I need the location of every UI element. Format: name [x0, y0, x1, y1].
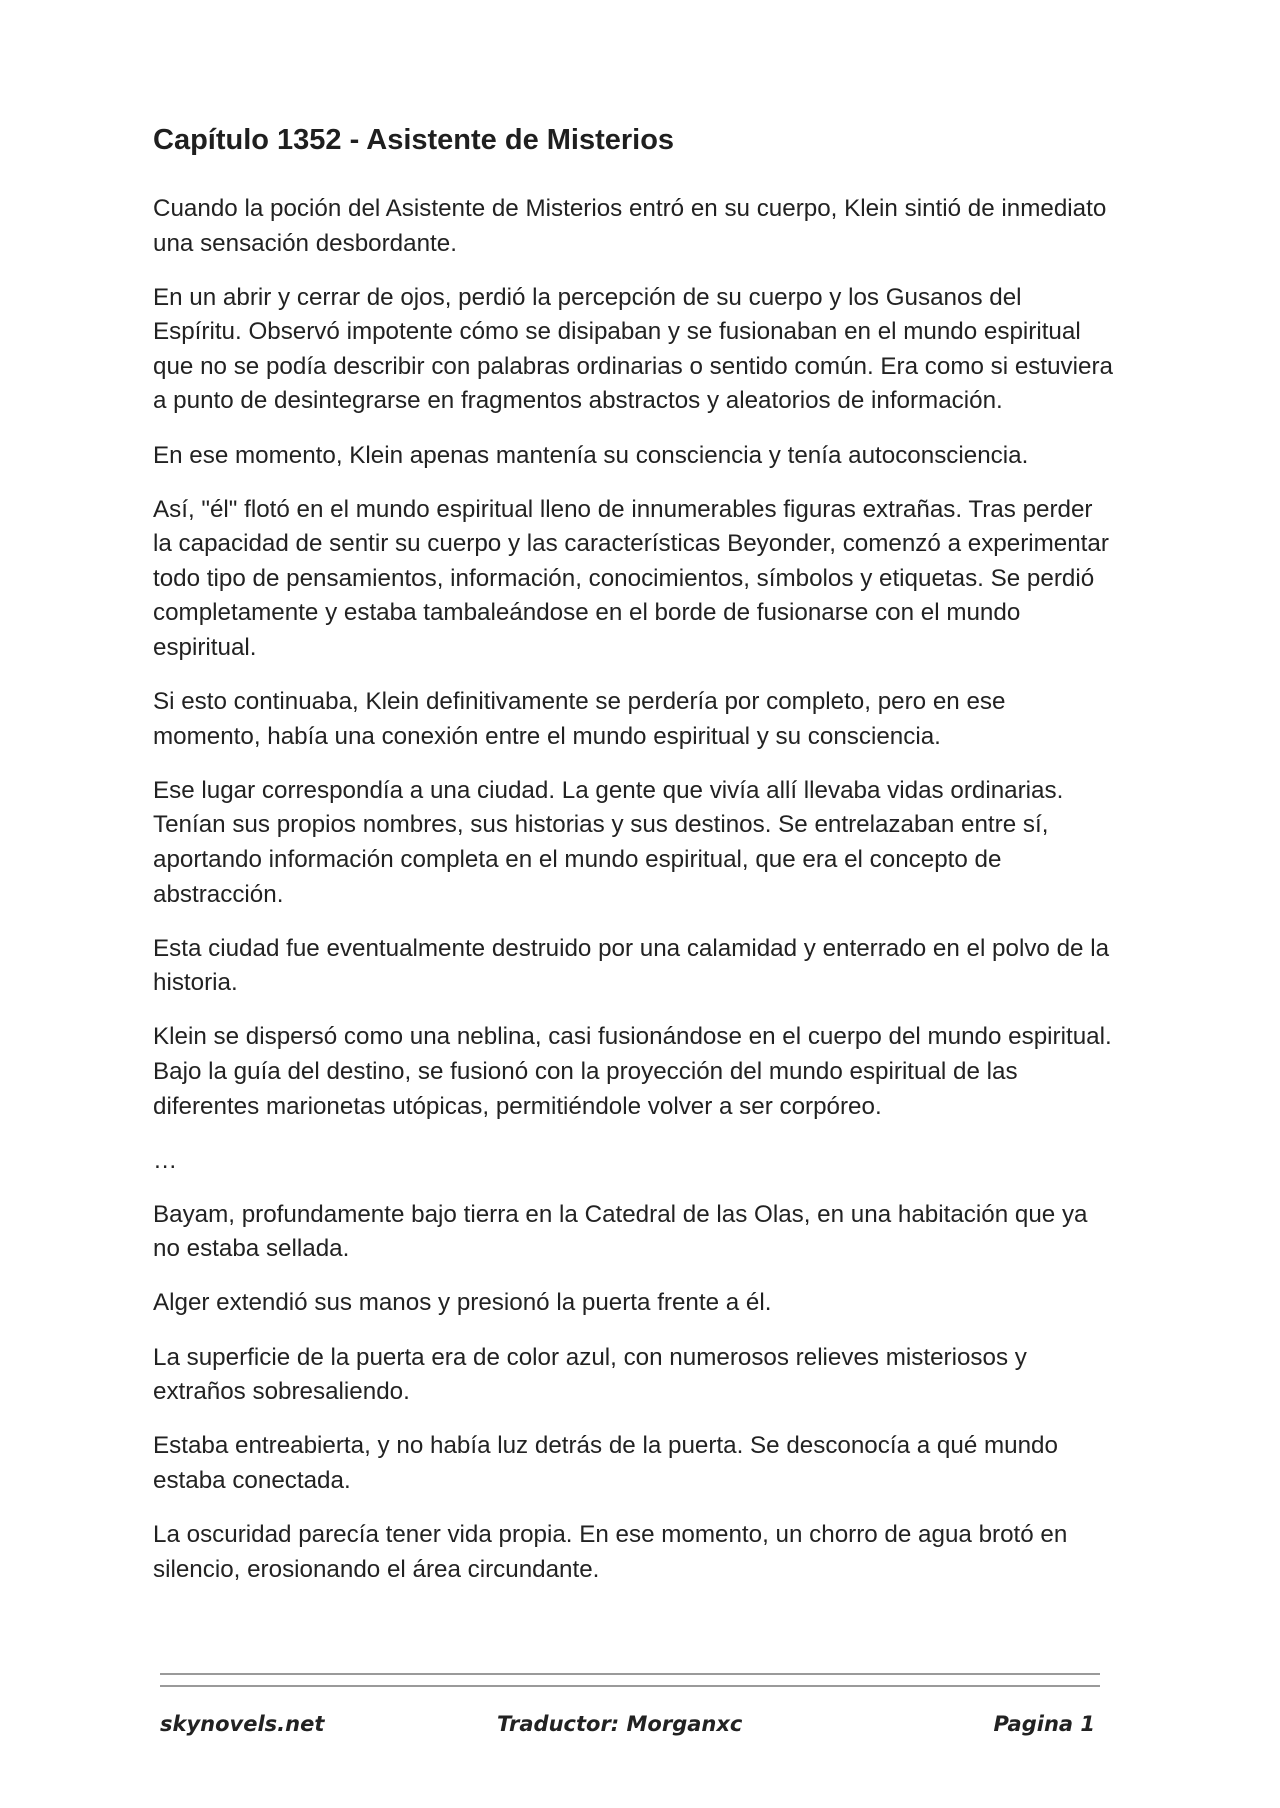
- footer-divider-bottom: [160, 1685, 1100, 1687]
- paragraph: Así, "él" flotó en el mundo espiritual lleno de innumerables figuras extrañas. Tras perder la capacidad de sentir su cuerpo y las características Beyonder, comenzó a experimentar todo tipo de pensamientos, información, conocimientos, símbolos y etiquetas. Se perdió completamente y estaba tambaleándose en el borde de fusionarse con el mundo espiritual.: [153, 495, 1109, 662]
- paragraph: Ese lugar correspondía a una ciudad. La gente que vivía allí llevaba vidas ordinarias. Tenían sus propios nombres, sus historias y sus destinos. Se entrelazaban entre sí, aportando información completa en el mundo espiritual, que era el concepto de abstracción.: [153, 776, 1064, 908]
- paragraph: En un abrir y cerrar de ojos, perdió la percepción de su cuerpo y los Gusanos del Espíritu. Observó impotente cómo se disipaban y se fusionaban en el mundo espiritual que no se podía describir con palabras ordinarias o sentido común. Era como si estuviera a punto de desintegrarse en fragmentos abstractos y aleatorios de información.: [153, 283, 1113, 415]
- paragraph: La superficie de la puerta era de color azul, con numerosos relieves misteriosos y extraños sobresaliendo.: [153, 1343, 1027, 1406]
- paragraph: Esta ciudad fue eventualmente destruido por una calamidad y enterrado en el polvo de la historia.: [153, 934, 1110, 997]
- footer-translator: Traductor: Morganxc: [497, 1712, 743, 1736]
- paragraph: La oscuridad parecía tener vida propia. En ese momento, un chorro de agua brotó en silencio, erosionando el área circundante.: [153, 1520, 1068, 1583]
- paragraph: Estaba entreabierta, y no había luz detrás de la puerta. Se desconocía a qué mundo estaba conectada.: [153, 1432, 1058, 1494]
- footer-site: skynovels.net: [160, 1712, 325, 1736]
- paragraph: Cuando la poción del Asistente de Misterios entró en su cuerpo, Klein sintió de inmediato una sensación desbordante.: [153, 195, 1107, 257]
- paragraph: Alger extendió sus manos y presionó la puerta frente a él.: [153, 1289, 772, 1317]
- page-footer: [160, 1712, 1095, 1746]
- scene-break: …: [153, 1146, 178, 1174]
- paragraph: En ese momento, Klein apenas mantenía su consciencia y tenía autoconsciencia.: [153, 441, 1029, 469]
- paragraph: Si esto continuaba, Klein definitivamente se perdería por completo, pero en ese momento, había una conexión entre el mundo espiritual y su consciencia.: [153, 688, 1006, 750]
- paragraph: Bayam, profundamente bajo tierra en la Catedral de las Olas, en una habitación que ya no estaba sellada.: [153, 1200, 1088, 1263]
- footer-divider-top: [160, 1673, 1100, 1675]
- paragraph: Klein se dispersó como una neblina, casi fusionándose en el cuerpo del mundo espiritual. Bajo la guía del destino, se fusionó con la proyección del mundo espiritual de las diferentes marionetas utópicas, permitiéndole volver a ser corpóreo.: [153, 1023, 1112, 1120]
- chapter-body: [153, 192, 1113, 1607]
- footer-page-number: Pagina 1: [993, 1712, 1095, 1736]
- chapter-title: Capítulo 1352 - Asistente de Misterios: [153, 124, 675, 156]
